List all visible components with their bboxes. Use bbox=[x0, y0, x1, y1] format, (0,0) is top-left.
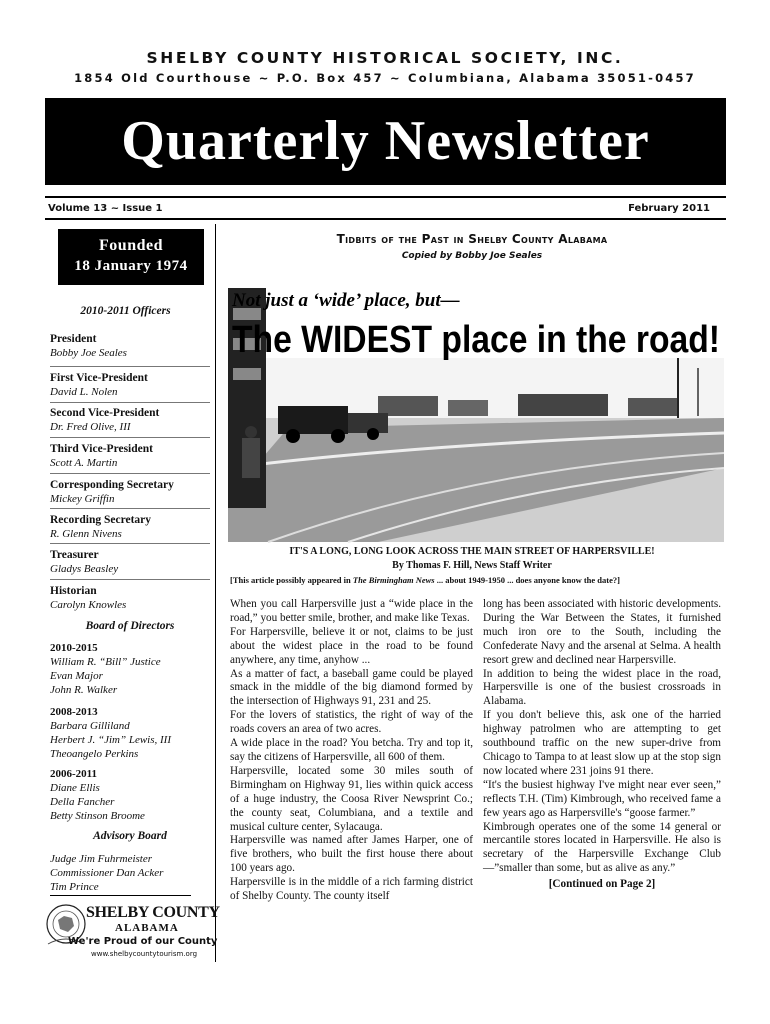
board-member: Barbara Gilliland bbox=[50, 720, 130, 732]
officer-role: President bbox=[50, 333, 97, 345]
paragraph: When you call Harpersville just a “wide place in the road,” you better smile, brother, and make like Texas. bbox=[230, 598, 473, 624]
officer-name: David L. Nolen bbox=[50, 386, 118, 398]
org-address: 1854 Old Courthouse ~ P.O. Box 457 ~ Columbiana, Alabama 35051-0457 bbox=[74, 71, 696, 85]
officer-name: Gladys Beasley bbox=[50, 563, 119, 575]
officer-separator bbox=[50, 543, 210, 544]
officer-name: Dr. Fred Olive, III bbox=[50, 421, 131, 433]
officer-corresponding-secretary bbox=[50, 478, 210, 506]
officer-separator bbox=[50, 473, 210, 474]
board-term-2010-2015 bbox=[50, 641, 210, 697]
header-rule-top bbox=[45, 196, 726, 198]
photo-headline-small: Not just a ‘wide’ place, but— bbox=[232, 290, 460, 311]
org-name: SHELBY COUNTY HISTORICAL SOCIETY, INC. bbox=[146, 49, 624, 67]
article-source-note bbox=[230, 575, 730, 585]
note-text: ... about 1949-1950 ... does anyone know the date?] bbox=[434, 575, 620, 585]
board-member: Evan Major bbox=[50, 670, 103, 682]
officer-name: R. Glenn Nivens bbox=[50, 528, 122, 540]
board-member: Della Fancher bbox=[50, 796, 115, 808]
officer-third-vp bbox=[50, 442, 210, 470]
founded-box bbox=[58, 229, 204, 285]
founded-date: 18 January 1974 bbox=[74, 258, 188, 274]
board-member: John R. Walker bbox=[50, 684, 118, 696]
officers-heading: 2010-2011 Officers bbox=[80, 305, 171, 317]
board-term-years: 2008-2013 bbox=[50, 706, 98, 718]
sidebar-divider bbox=[215, 224, 216, 962]
advisory-member: Tim Prince bbox=[50, 881, 99, 893]
officer-historian bbox=[50, 584, 210, 612]
paragraph: If you don't believe this, ask one of the harried highway patrolmen who are attempting to get southbound traffic on the new super-drive from Chicago to Tampa to at least slow up at the stop sign now located where 231 joins 91 there. bbox=[483, 709, 721, 777]
officer-name: Bobby Joe Seales bbox=[50, 347, 127, 359]
officer-first-vp bbox=[50, 371, 210, 399]
newsletter-title: Quarterly Newsletter bbox=[121, 110, 650, 172]
officer-second-vp bbox=[50, 406, 210, 434]
paragraph: For the lovers of statistics, the right of way of the roads covers an area of two acres. bbox=[230, 709, 473, 736]
article-byline: Copied by Bobby Joe Seales bbox=[401, 251, 543, 261]
officer-role: Corresponding Secretary bbox=[50, 479, 174, 491]
board-heading: Board of Directors bbox=[85, 620, 175, 632]
board-term-years: 2006-2011 bbox=[50, 768, 98, 780]
paragraph: long has been associated with historic developments. During the War Between the States, it furnished much iron ore to the South, including the Confederate Navy and the arsenal at Selma. A health resort grew and declined near Harpersville. bbox=[483, 598, 721, 666]
board-member: Diane Ellis bbox=[50, 782, 100, 794]
photo-caption: IT'S A LONG, LONG LOOK ACROSS THE MAIN STREET OF HARPERSVILLE! bbox=[289, 546, 655, 557]
officer-separator bbox=[50, 437, 210, 438]
article-column-1 bbox=[230, 598, 473, 904]
note-source: The Birmingham News bbox=[352, 575, 435, 585]
paragraph: Harpersville, located some 30 miles south of Birmingham on Highway 91, lies within quick access of a huge industry, the Coosa River Newsprint Co.; the county seat, Columbiana, and a textile and musical culture center, Sylacauga. bbox=[230, 764, 473, 833]
board-member: William R. “Bill” Justice bbox=[50, 656, 161, 668]
officer-separator bbox=[50, 508, 210, 509]
advisory-member: Judge Jim Fuhrmeister bbox=[50, 853, 153, 865]
advisory-heading: Advisory Board bbox=[93, 830, 167, 842]
article-title: Tidbits of the Past in Shelby County Alabama bbox=[336, 232, 608, 246]
board-term-years: 2010-2015 bbox=[50, 642, 98, 654]
article-author: By Thomas F. Hill, News Staff Writer bbox=[392, 560, 552, 571]
board-member: Herbert J. “Jim” Lewis, III bbox=[50, 734, 171, 746]
issue-date: February 2011 bbox=[628, 203, 710, 214]
officer-recording-secretary bbox=[50, 513, 210, 541]
officer-name: Scott A. Martin bbox=[50, 457, 118, 469]
sidebar-bottom-rule bbox=[50, 895, 191, 896]
volume-issue: Volume 13 ~ Issue 1 bbox=[48, 203, 163, 214]
officer-role: Historian bbox=[50, 585, 97, 597]
advisory-board bbox=[50, 852, 210, 894]
logo-county-name: SHELBY COUNTY bbox=[86, 904, 220, 921]
officer-name: Carolyn Knowles bbox=[50, 599, 127, 611]
officer-president bbox=[50, 332, 210, 360]
founded-label: Founded bbox=[99, 237, 163, 254]
paragraph: In addition to being the widest place in the road, Harpersville is one of the busiest crossroads in Alabama. bbox=[483, 667, 721, 708]
officer-role: First Vice-President bbox=[50, 372, 148, 384]
paragraph: As a matter of fact, a baseball game could be played smack in the middle of the big diamond formed by the intersection of Highways 91, 231 and 25. bbox=[230, 667, 473, 708]
paragraph: Harpersville was named after James Harper, one of five brothers, who built the first house there about 100 years ago. bbox=[230, 834, 473, 875]
board-term-2008-2013 bbox=[50, 705, 210, 761]
officer-treasurer bbox=[50, 548, 210, 576]
logo-url: www.shelbycountytourism.org bbox=[91, 950, 198, 958]
advisory-member: Commissioner Dan Acker bbox=[50, 867, 164, 879]
logo-state: ALABAMA bbox=[115, 922, 179, 934]
newspaper-photo bbox=[228, 268, 724, 542]
logo-tagline: We're Proud of our County bbox=[68, 936, 218, 947]
article-column-2 bbox=[483, 598, 721, 892]
officer-role: Treasurer bbox=[50, 549, 99, 561]
officer-name: Mickey Griffin bbox=[50, 493, 115, 505]
photo-headline-large: The WIDEST place in the road! bbox=[232, 319, 720, 361]
board-member: Betty Stinson Broome bbox=[50, 810, 145, 822]
paragraph: For Harpersville, believe it or not, claims to be just about the widest place in the road to be found anywhere, any time, anyhow ... bbox=[230, 625, 473, 666]
paragraph: “It's the busiest highway I've might near ever seen,” reflects T.H. (Tim) Kimbrough, who received fame a few years ago as Harpersville's “goose farmer.” bbox=[483, 778, 721, 819]
paragraph: Harpersville is in the middle of a rich farming district of Shelby County. The county itself bbox=[230, 876, 473, 903]
note-text: [This article possibly appeared in bbox=[230, 575, 353, 585]
officer-role: Third Vice-President bbox=[50, 443, 153, 455]
paragraph: Kimbrough operates one of the some 14 general or mercantile stores located in Harpersville. He also is secretary of the Harpersville Exchange Club—”smaller than some, but as alive as any.” bbox=[483, 820, 721, 875]
header-rule-bottom bbox=[45, 218, 726, 220]
continued-notice: [Continued on Page 2] bbox=[548, 878, 656, 891]
officer-separator bbox=[50, 366, 210, 367]
officer-role: Second Vice-President bbox=[50, 407, 160, 419]
officer-separator bbox=[50, 579, 210, 580]
officer-separator bbox=[50, 402, 210, 403]
board-term-2006-2011 bbox=[50, 767, 210, 823]
board-member: Theoangelo Perkins bbox=[50, 748, 139, 760]
paragraph: A wide place in the road? You betcha. Try and top it, say the citizens of Harpersville, all 600 of them. bbox=[230, 737, 473, 763]
officer-role: Recording Secretary bbox=[50, 514, 152, 526]
